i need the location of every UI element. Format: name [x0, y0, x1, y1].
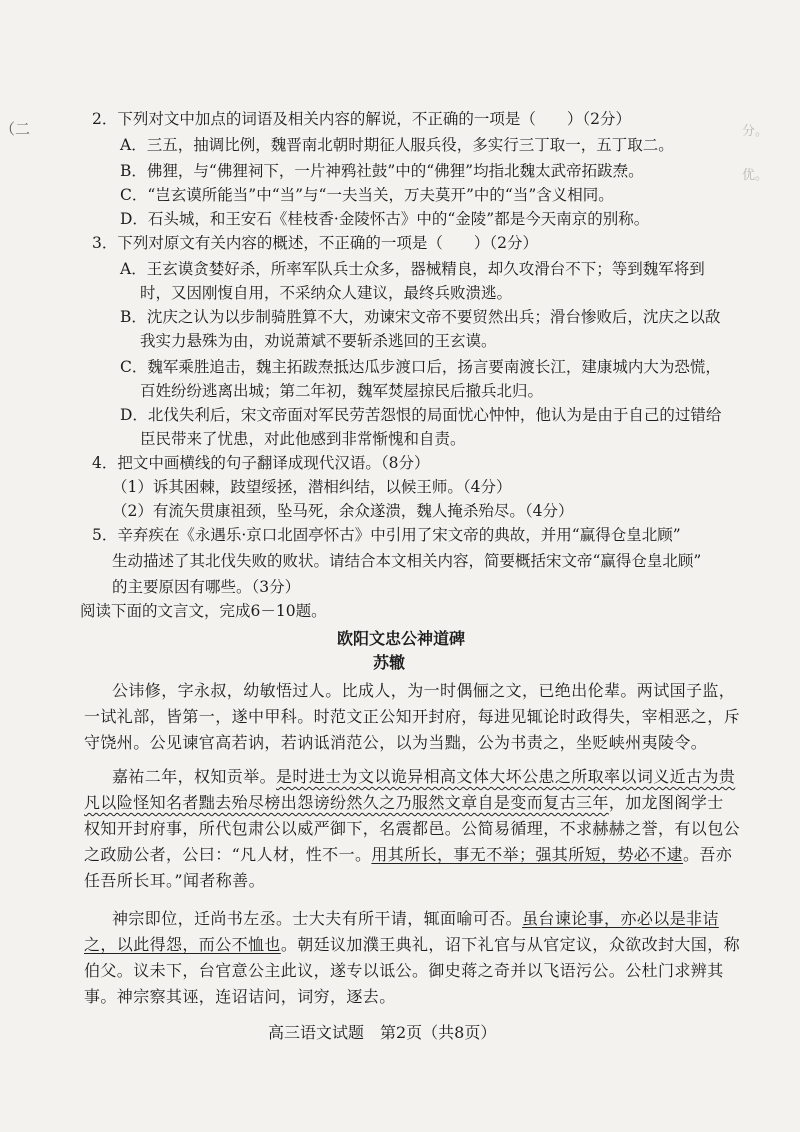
question-3-option-line: 臣民带来了忧患，对此他感到非常惭愧和自责。 [140, 430, 466, 448]
passage-line: 守饶州。公见谏官高若讷，若讷诋消范公，以为当黜，公为书责之，坐贬峡州夷陵令。 [84, 733, 708, 752]
underlined-text: 用其所长，事无不举；强其所短，势必不逮 [371, 845, 683, 864]
passage-title: 欧阳文忠公神道碑 [337, 629, 466, 648]
passage-line: 任吾所长耳。”闻者称善。 [84, 871, 265, 890]
passage-line [84, 934, 740, 956]
passage-line [84, 844, 732, 866]
passage-line [112, 908, 719, 930]
question-2-stem: 2．下列对文中加点的词语及相关内容的解说，不正确的一项是（ ）（2分） [92, 110, 631, 128]
passage-line [112, 766, 735, 788]
question-2-option-c: C．“岂玄谟所能当”中“当”与“一夫当关，万夫莫开”中的“当”含义相同。 [120, 186, 614, 204]
wavy-underlined-text: 是时进士为文以诡异相高文体大坏公患之所取率以词义近古为贵 [276, 767, 736, 786]
passage-line: 一试礼部，皆第一，遂中甲科。时范文正公知开封府，每进见辄论时政得失，宰相恶之，斥 [84, 707, 741, 726]
question-3-option-line: D．北伐失利后，宋文帝面对军民劳苦怨恨的局面忧心忡忡，他认为是由于自己的过错给 [120, 406, 722, 424]
question-3-option-line: 我实力悬殊为由，劝说萧斌不要斩杀逃回的王玄谟。 [140, 332, 497, 350]
passage-line [84, 792, 724, 814]
wavy-underlined-text: 凡以险怪知名者黜去殆尽榜出怨谤纷然久之乃服然文章自是变而复古三年 [84, 793, 609, 812]
question-4-stem: 4．把文中画横线的句子翻译成现代汉语。（8分） [92, 454, 430, 472]
question-3-stem: 3．下列对原文有关内容的概述，不正确的一项是（ ）（2分） [92, 234, 538, 252]
passage-text: 之政励公者，公曰：“凡人材，性不一。 [84, 845, 372, 864]
passage-text: ，加龙图阁学士 [608, 793, 724, 812]
question-3-option-line: C．魏军乘胜追击，魏主拓跋焘抵达瓜步渡口后，扬言要南渡长江，建康城内大为恐慌， [120, 358, 721, 376]
question-4-item-1: （1）诉其困棘，跂望绥拯，潜相纠结，以候王师。（4分） [112, 478, 512, 496]
passage-line: 事。神宗察其诬，连诏诘问，词穷，逐去。 [84, 987, 396, 1006]
reading-instruction: 阅读下面的文言文，完成6－10题。 [80, 602, 327, 620]
question-4-item-2: （2）有流矢贯康祖颈，坠马死，余众遂溃，魏人掩杀殆尽。（4分） [112, 502, 574, 520]
underlined-text: 之，以此得怨，而公不恤也 [84, 935, 281, 954]
bleed-through-text: 优。 [742, 168, 769, 183]
bleed-through-text: 分。 [742, 124, 769, 139]
question-3-option-line: A．王玄谟贪婪好杀，所率军队兵士众多，器械精良，却久攻滑台不下；等到魏军将到 [120, 260, 705, 278]
passage-line: 权知开封府事，所代包肃公以威严御下，名震都邑。公简易循理，不求赫赫之誉，有以包公 [84, 819, 741, 838]
passage-author: 苏辙 [373, 653, 406, 672]
question-3-option-line: 百姓纷纷逃离出城；第二年初，魏军焚屋掠民后撤兵北归。 [140, 382, 544, 400]
question-2-option-d: D．石头城，和王安石《桂枝香·金陵怀古》中的“金陵”都是今天南京的别称。 [120, 210, 650, 228]
question-2-option-b: B．佛狸，与“佛狸祠下，一片神鸦社鼓”中的“佛狸”均指北魏太武帝拓跋焘。 [120, 162, 644, 180]
question-2-option-a: A．三五，抽调比例，魏晋南北朝时期征人服兵役，多实行三丁取一，五丁取二。 [120, 136, 674, 154]
question-5-line: 的主要原因有哪些。（3分） [112, 578, 301, 596]
underlined-text: 虽台谏论事，亦必以是非诘 [522, 909, 719, 928]
question-5-line: 5．辛弃疾在《永遇乐·京口北固亭怀古》中引用了宋文帝的典故，并用“赢得仓皇北顾” [92, 526, 681, 544]
passage-text: 。朝廷议加濮王典礼，诏下礼官与从官定议，众欲改封大国，称 [280, 935, 741, 954]
passage-line: 伯父。议未下，台官意公主此议，遂专以诋公。御史蒋之奇并以飞语污公。公杜门求辨其 [84, 961, 724, 980]
question-5-line: 生动描述了其北伐失败的败状。请结合本文相关内容，简要概括宋文帝“赢得仓皇北顾” [112, 552, 702, 570]
margin-mark: （二 [0, 120, 31, 138]
passage-text: 。吾亦 [683, 845, 733, 864]
question-3-option-line: 时，又因刚愎自用，不采纳众人建议，最终兵败溃逃。 [140, 284, 513, 302]
passage-line: 公讳修，字永叔，幼敏悟过人。比成人，为一时偶俪之文，已绝出伦辈。两试国子监， [112, 681, 736, 700]
passage-text: 嘉祐二年，权知贡举。 [112, 767, 277, 786]
question-3-option-line: B．沈庆之认为以步制骑胜算不大，劝谏宋文帝不要贸然出兵；滑台惨败后，沈庆之以敌 [120, 308, 721, 326]
page-footer: 高三语文试题 第2页（共8页） [268, 1023, 497, 1042]
passage-text: 神宗即位，迁尚书左丞。士大夫有所干请，辄面喻可否。 [112, 909, 523, 928]
